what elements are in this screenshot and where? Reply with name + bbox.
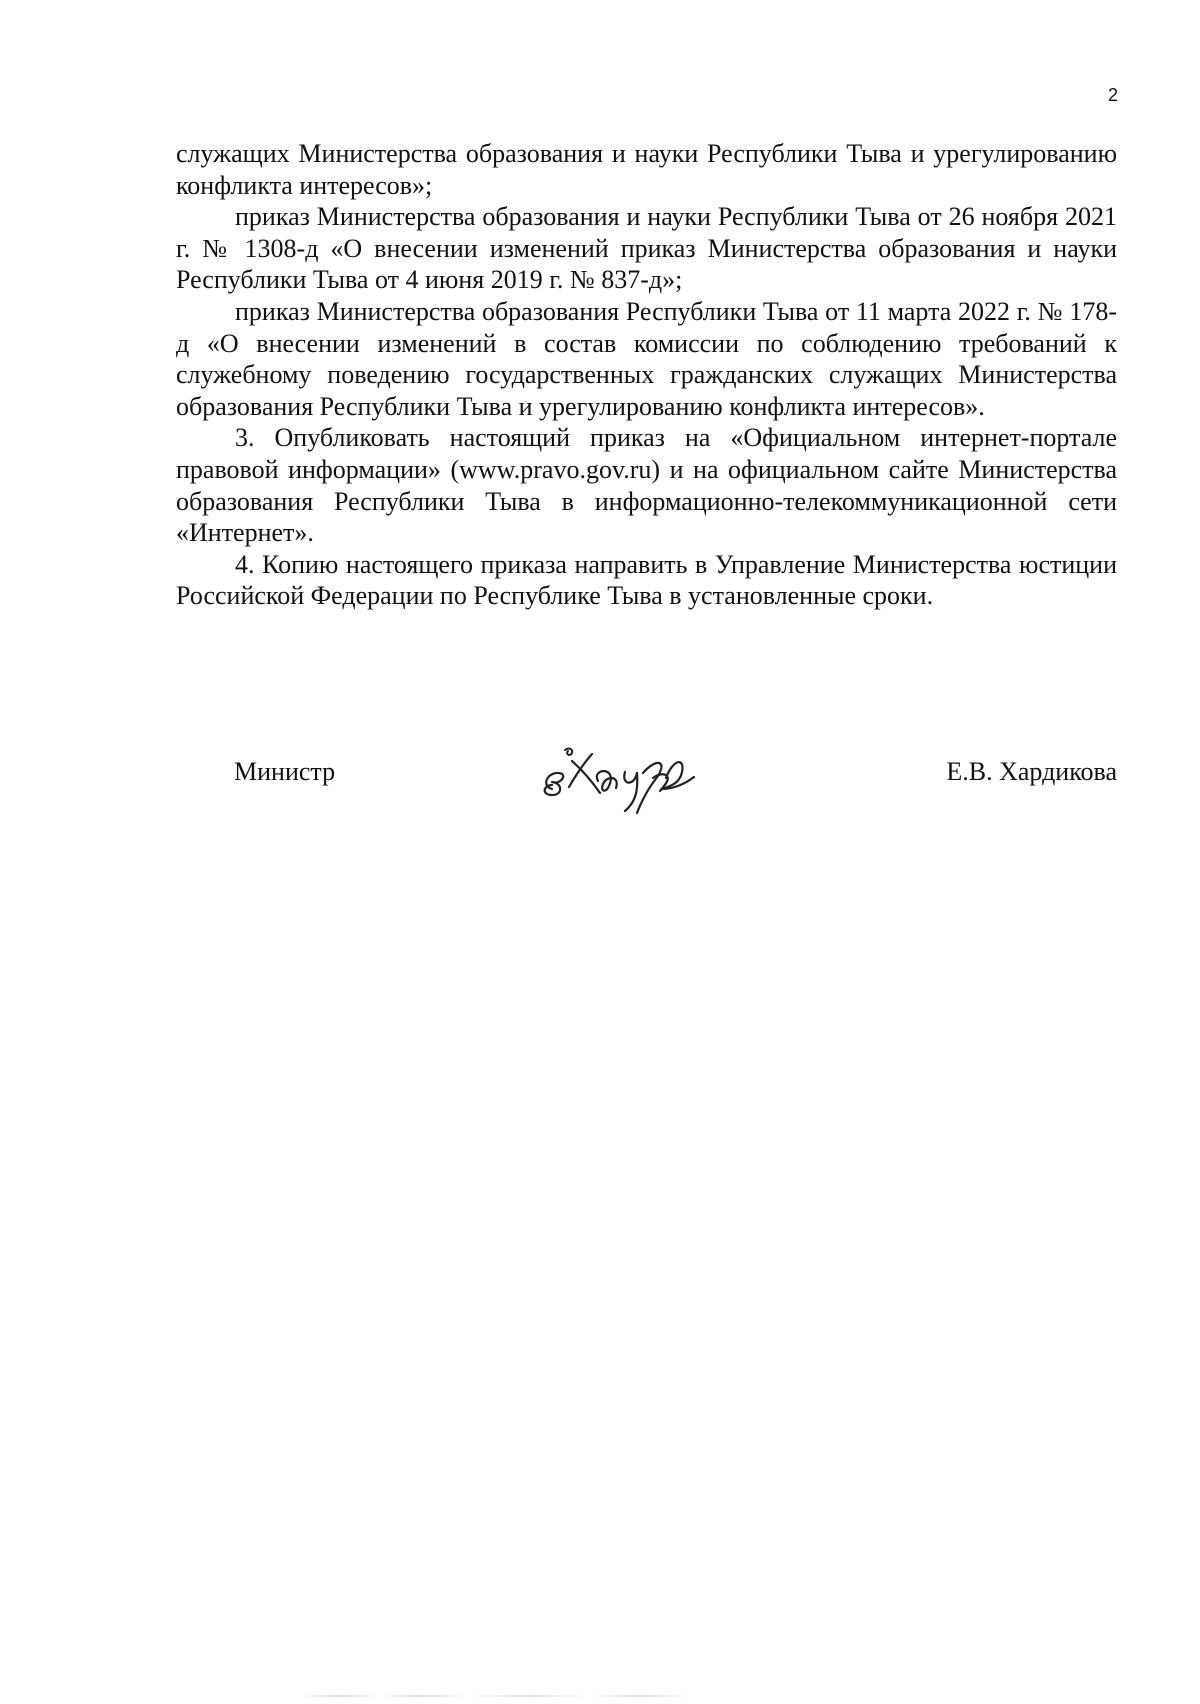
- paragraph-continuation: служащих Министерства образования и науки Республики Тыва и урегулированию конфликта интересов»;: [176, 139, 1117, 200]
- signer-position-title: Министр: [234, 757, 336, 786]
- paragraph-item-4: 4. Копию настоящего приказа направить в Управление Министерства юстиции Российской Федерации по Республике Тыва в установленные сроки.: [176, 549, 1117, 611]
- document-body: [176, 138, 1117, 612]
- paragraph-item-3: 3. Опубликовать настоящий приказ на «Официальном интернет-портале правовой информации» (www.pravo.gov.ru) и на официальном сайте Министерства образования Республики Тыва в информационно-телекоммуникационной сети «Интернет».: [176, 423, 1117, 548]
- page-number: 2: [1107, 85, 1118, 105]
- signer-name: Е.В. Хардикова: [946, 757, 1117, 786]
- handwritten-signature-image: [534, 738, 704, 818]
- signature-block: [176, 748, 1117, 818]
- paragraph-order-2022: приказ Министерства образования Республики Тыва от 11 марта 2022 г. № 178-д «О внесении изменений в состав комиссии по соблюдению требований к служебному поведению государственных гражданских служащих Министерства образования Республики Тыва и урегулированию конфликта интересов».: [176, 296, 1117, 421]
- scan-artifact-line: [300, 1695, 800, 1697]
- paragraph-order-2021: приказ Министерства образования и науки Республики Тыва от 26 ноября 2021 г. № 1308-д «О внесении изменений приказ Министерства образования и науки Республики Тыва от 4 июня 2019 г. № 837-д»;: [176, 202, 1117, 295]
